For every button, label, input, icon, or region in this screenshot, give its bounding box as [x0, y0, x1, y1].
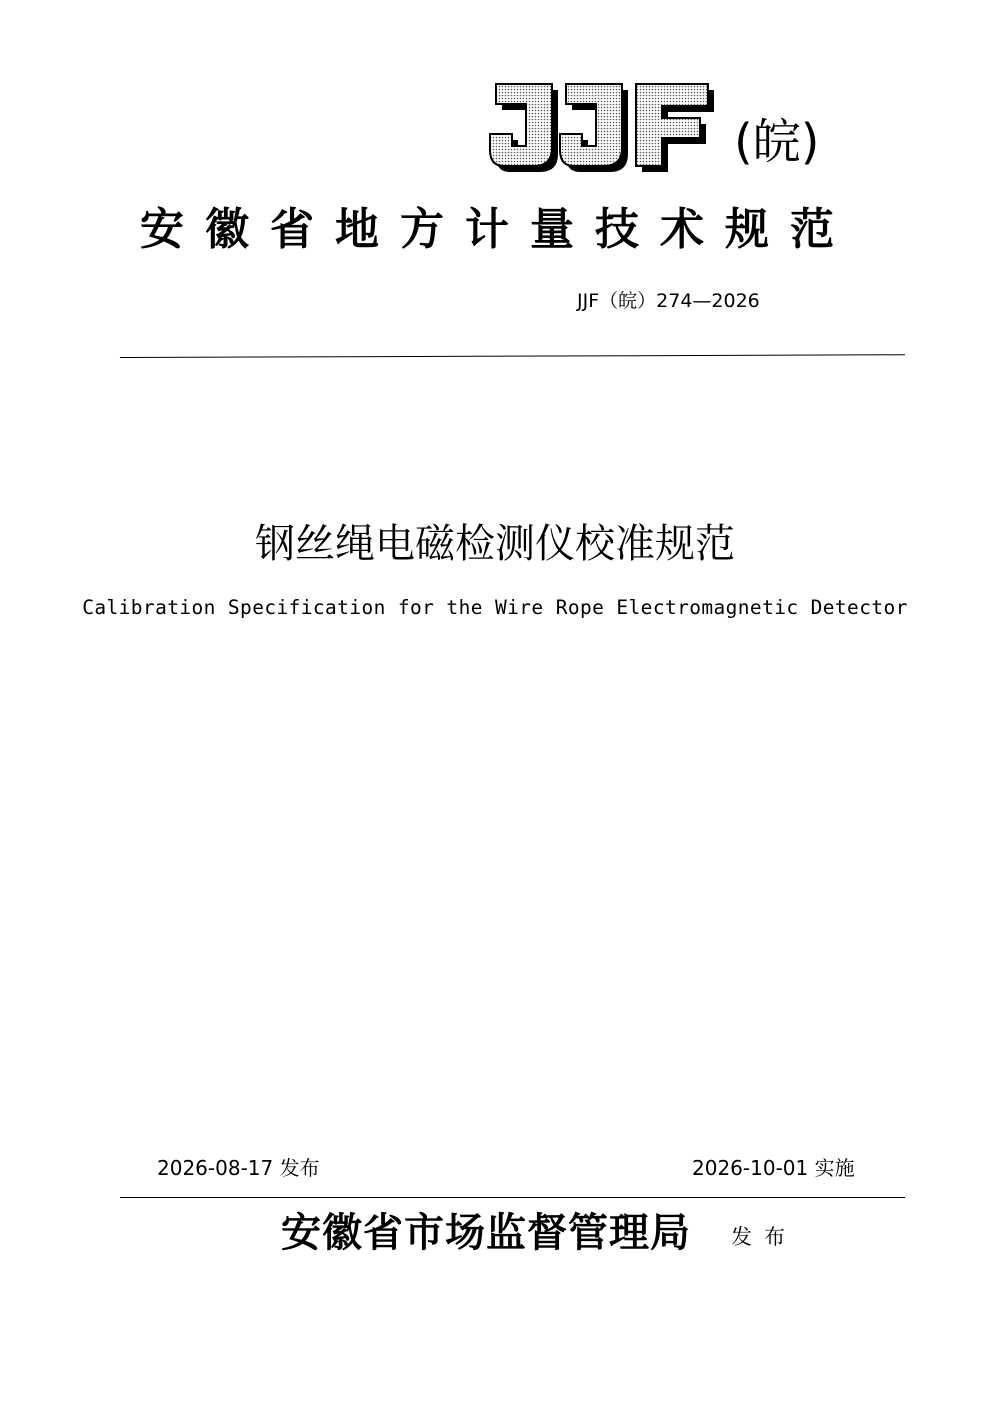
- document-title-en: Calibration Specification for the Wire Rope Electromagnetic Detector: [82, 596, 908, 619]
- jjf-logo: [486, 82, 718, 174]
- bottom-divider: [120, 1197, 905, 1198]
- series-title: 安徽省地方计量技术规范: [140, 204, 855, 255]
- implementation-date: 2026-10-01 实施: [692, 1156, 855, 1180]
- standard-code: JJF（皖）274—2026: [577, 290, 760, 312]
- issuer-name: 安徽省市场监督管理局: [281, 1209, 691, 1256]
- issue-date: 2026-08-17 发布: [157, 1156, 320, 1180]
- issuer-verb: 发布: [731, 1225, 797, 1249]
- region-label: (皖): [734, 114, 820, 170]
- top-divider: [120, 354, 905, 358]
- document-title-zh: 钢丝绳电磁检测仪校准规范: [255, 521, 735, 567]
